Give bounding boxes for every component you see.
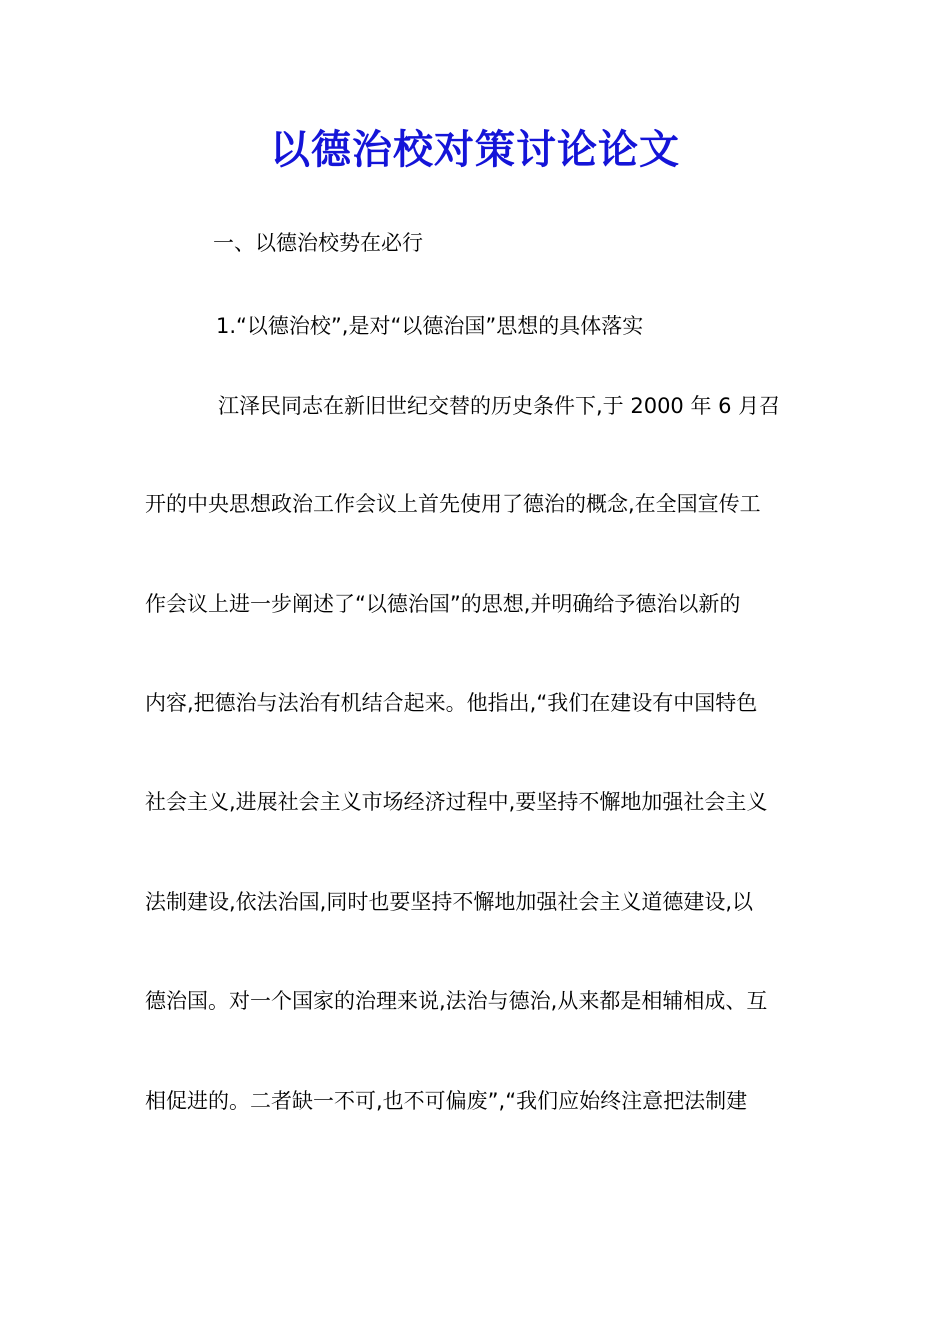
paragraph-line: 江泽民同志在新旧世纪交替的历史条件下,于 2000 年 6 月召 [218, 394, 781, 418]
paragraph-line: 作会议上进一步阐述了“以德治国”的思想,并明确给予德治以新的 [145, 592, 741, 616]
section-heading: 一、以德治校势在必行 [213, 231, 423, 255]
paragraph-line: 相促进的。二者缺一不可,也不可偏废”,“我们应始终注意把法制建 [145, 1089, 748, 1113]
paragraph-line: 内容,把德治与法治有机结合起来。他指出,“我们在建设有中国特色 [145, 691, 758, 715]
paragraph-line: 法制建设,依法治国,同时也要坚持不懈地加强社会主义道德建设,以 [145, 890, 754, 914]
paragraph-line: 社会主义,进展社会主义市场经济过程中,要坚持不懈地加强社会主义 [145, 790, 768, 814]
document-title: 以德治校对策讨论论文 [270, 126, 680, 173]
paragraph-line: 开的中央思想政治工作会议上首先使用了德治的概念,在全国宣传工 [145, 492, 761, 516]
paragraph-line: 德治国。对一个国家的治理来说,法治与德治,从来都是相辅相成、互 [145, 989, 768, 1013]
subsection-heading: 1.“以德治校”,是对“以德治国”思想的具体落实 [216, 314, 644, 338]
